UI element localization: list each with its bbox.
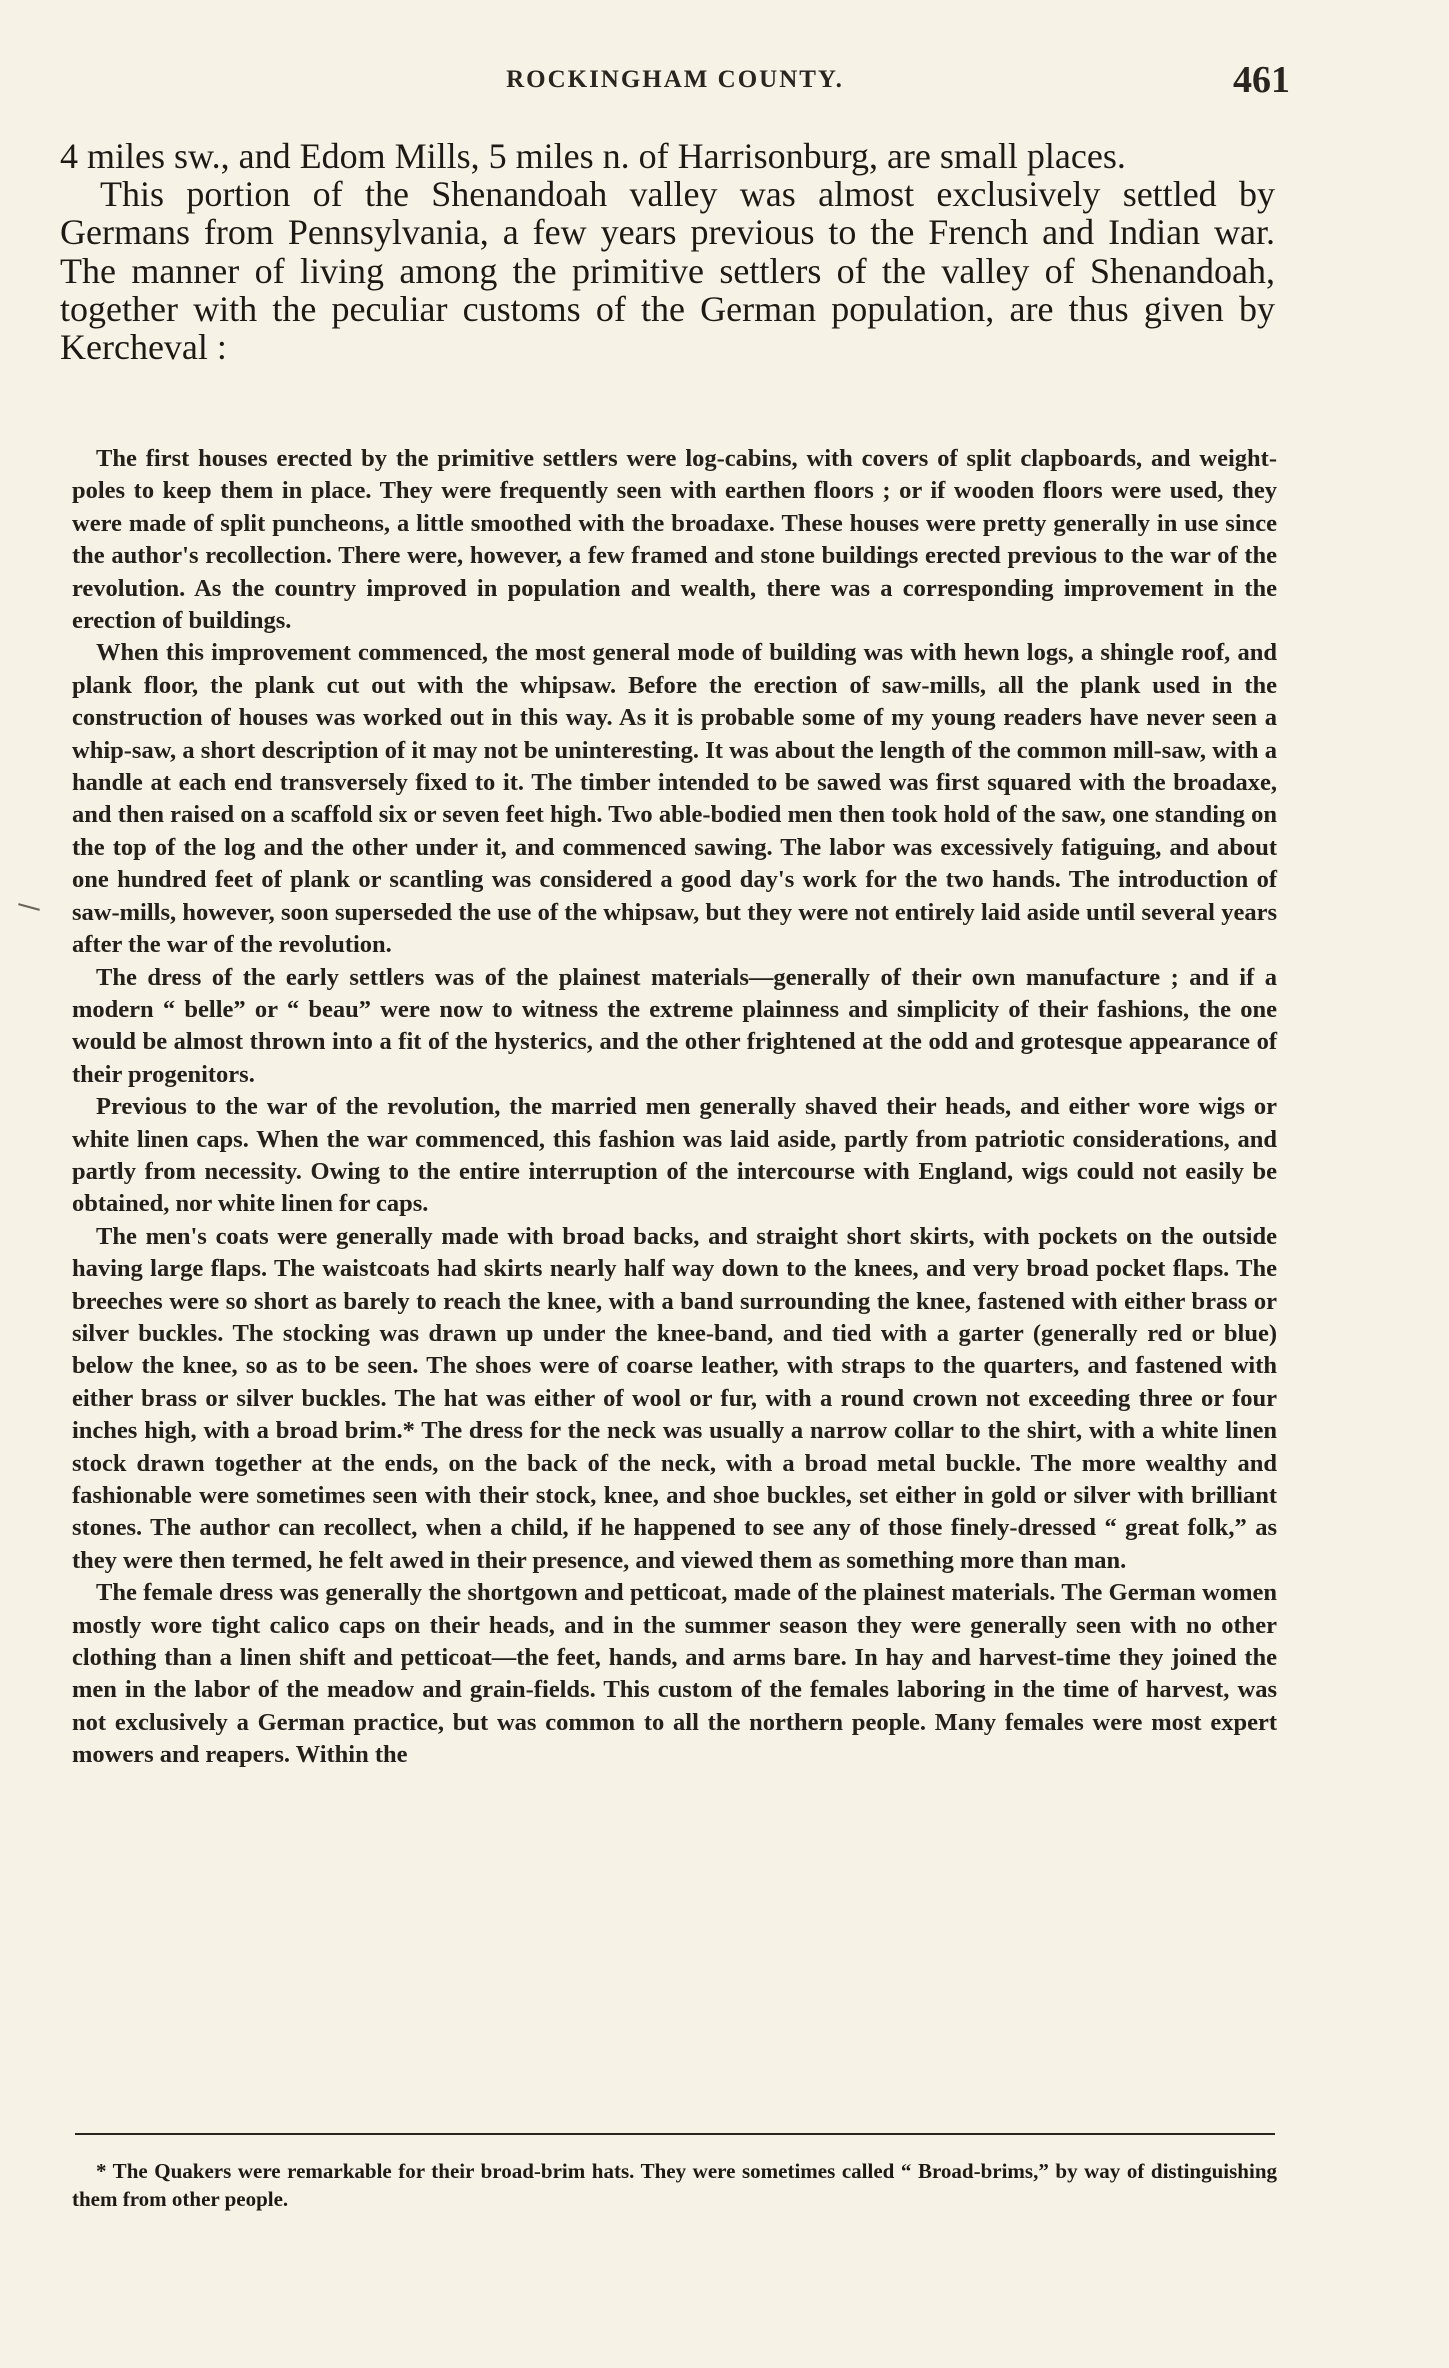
quote-paragraph-6: The female dress was generally the shortgown and petticoat, made of the plainest materials. The German women mostly wore tight calico caps on their heads, and in the summer season they were generally seen with no other clothing than a linen shift and petticoat—the feet, hands, and arms bare. In hay and harvest-time they joined the men in the labor of the meadow and grain-fields. This custom of the females laboring in the time of harvest, was not exclusively a German practice, but was common to all the northern people. Many females were most expert mowers and reapers. Within the [72, 1579, 1277, 1769]
intro-paragraph-2: This portion of the Shenandoah valley was almost exclusively settled by Germans from Pennsylvania, a few years previous to the French and Indian war. The manner of living among the primitive settlers of the valley of Shenandoah, together with the peculiar customs of the German population, are thus given by Kercheval : [60, 174, 1275, 368]
quote-paragraph-1: The first houses erected by the primitive settlers were log-cabins, with covers of split clapboards, and weight-poles to keep them in place. They were frequently seen with earthen floors ; or if wooden floors were used, they were made of split puncheons, a little smoothed with the broadaxe. These houses were pretty generally in use since the author's recollection. There were, however, a few framed and stone buildings erected previous to the war of the revolution. As the country improved in population and wealth, there was a corresponding improvement in the erection of buildings. [72, 445, 1277, 635]
quote-paragraph-3: The dress of the early settlers was of the plainest materials—generally of their own manufacture ; and if a modern “ belle” or “ beau” were now to witness the extreme plainness and simplicity of their fashions, the one would be almost thrown into a fit of the hysterics, and the other frightened at the odd and grotesque appearance of their progenitors. [72, 963, 1277, 1088]
footnote-text: * The Quakers were remarkable for their broad-brim hats. They were sometimes called “ Broad-brims,” by way of distinguishing them from other people. [72, 2159, 1277, 2211]
footnote [72, 2157, 1277, 2213]
quote-paragraph-2: When this improvement commenced, the most general mode of building was with hewn logs, a shingle roof, and plank floor, the plank cut out with the whipsaw. Before the erection of saw-mills, all the plank used in the construction of houses was worked out in this way. As it is probable some of my young readers have never seen a whip-saw, a short description of it may not be uninteresting. It was about the length of the common mill-saw, with a handle at each end transversely fixed to it. The timber intended to be sawed was first squared with the broadaxe, and then raised on a scaffold six or seven feet high. Two able-bodied men then took hold of the saw, one standing on the top of the log and the other under it, and commenced sawing. The labor was excessively fatiguing, and about one hundred feet of plank or scantling was considered a good day's work for the two hands. The introduction of saw-mills, however, soon superseded the use of the whipsaw, but they were not entirely laid aside until several years after the war of the revolution. [72, 639, 1277, 959]
quote-paragraph-5: The men's coats were generally made with broad backs, and straight short skirts, with pockets on the outside having large flaps. The waistcoats had skirts nearly half way down to the knees, and very broad pocket flaps. The breeches were so short as barely to reach the knee, with a band surrounding the knee, fastened with either brass or silver buckles. The stocking was drawn up under the knee-band, and tied with a garter (generally red or blue) below the knee, so as to be seen. The shoes were of coarse leather, with straps to the quarters, and fastened with either brass or silver buckles. The hat was either of wool or fur, with a round crown not exceeding three or four inches high, with a broad brim.* The dress for the neck was usually a narrow collar to the shirt, with a white linen stock drawn together at the ends, on the back of the neck, with a broad metal buckle. The more wealthy and fashionable were sometimes seen with their stock, knee, and shoe buckles, set either in gold or silver with brilliant stones. The author can recollect, when a child, if he happened to see any of those finely-dressed “ great folk,” as they were then termed, he felt awed in their presence, and viewed them as something more than man. [72, 1222, 1277, 1574]
quoted-extract [72, 443, 1277, 1772]
intro-text [60, 137, 1275, 366]
margin-mark [18, 903, 40, 911]
page-header [60, 58, 1290, 108]
running-head: ROCKINGHAM COUNTY. [506, 66, 844, 93]
footnote-rule [75, 2133, 1275, 2135]
page-number: 461 [1233, 59, 1290, 101]
intro-paragraph-1: 4 miles sw., and Edom Mills, 5 miles n. of Harrisonburg, are small places. [60, 136, 1126, 176]
quote-paragraph-4: Previous to the war of the revolution, the married men generally shaved their heads, and either wore wigs or white linen caps. When the war commenced, this fashion was laid aside, partly from patriotic considerations, and partly from necessity. Owing to the entire interruption of the intercourse with England, wigs could not easily be obtained, nor white linen for caps. [72, 1093, 1277, 1218]
